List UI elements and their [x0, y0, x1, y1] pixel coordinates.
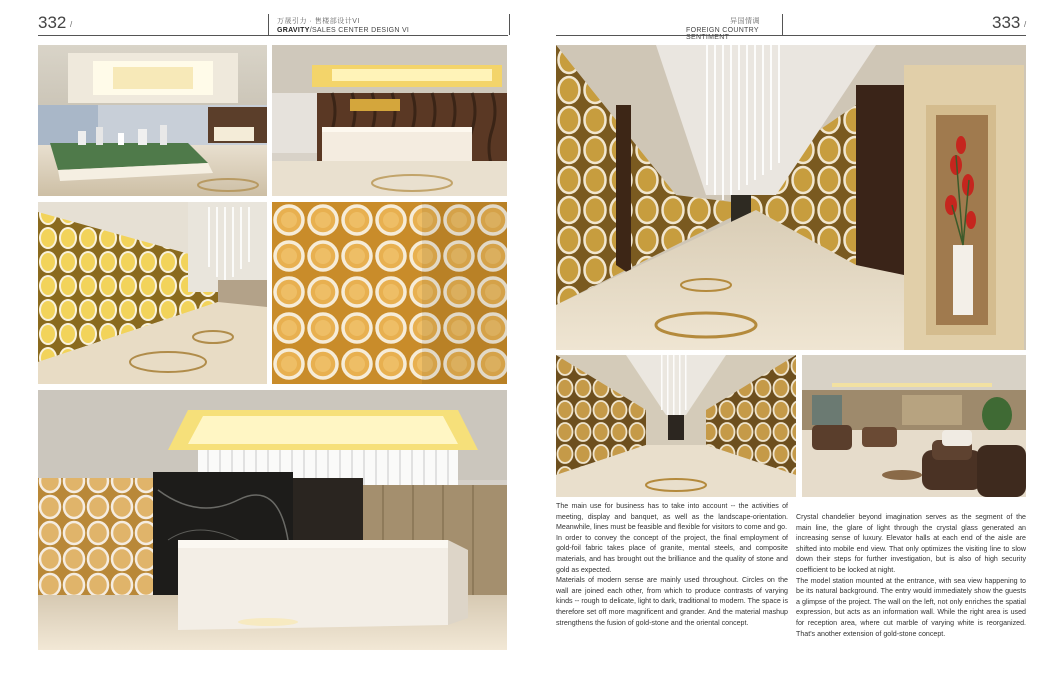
left-header-cn: 万晟引力 · 售楼部设计VI — [277, 18, 360, 25]
left-header-en-rest: /SALES CENTER DESIGN VI — [309, 27, 410, 34]
left-page-number: 332 — [38, 13, 67, 32]
left-page-slash: / — [70, 20, 73, 29]
left-header-en-bold: GRAVITY — [277, 27, 310, 34]
right-header-rule — [556, 35, 1026, 36]
right-page-slash: / — [1024, 20, 1027, 29]
left-header-box — [268, 14, 510, 35]
left-header-en — [269, 26, 509, 34]
photo-circle-wall-corridor — [38, 202, 267, 384]
left-header-rule — [38, 35, 508, 36]
text-left-para-1: The main use for business has to take into account -- the activities of meeting, display and banquet, as well as the landscape-orientation. Meanwhile, lines must be feasible and flexible for visitors to come and go. — [556, 502, 788, 532]
text-right-para-2: The model station mounted at the entrance, with sea view happening to be its natural background. The entry would immediately show the guests a glimpse of the project. The wall on the left, not only enriches the spatial expression, but acts as an information wall. While the right area is used for reception area, where cut marble of varying white is reorganized. That's another extension of gold-stone concept. — [796, 576, 1026, 638]
text-column-left — [556, 501, 788, 628]
photo-reception-counter — [38, 390, 507, 650]
photo-reception-wall — [272, 45, 507, 196]
photo-lobby-model — [38, 45, 267, 196]
text-right-para-1: Crystal chandelier beyond imagination serves as the segment of the main line, the glare of light through the crystal glass generated an increasing sense of luxury. Elevator halls at each end of the aisle are shifted into mobile end view. That only optimizes the visiting line to slow down their steps for further investigation, but is also of high security coefficient to be locked at night. — [796, 513, 1026, 574]
photo-corridor-small — [556, 355, 796, 497]
text-left-para-2: In order to convey the concept of the project, the final employment of gold-foil fabric takes place of granite, mental steels, and composite materials, and has brought out the brilliance and the quality of stone and gold as expected. — [556, 533, 788, 574]
photo-circle-wall-closeup — [272, 202, 507, 384]
right-page-number: 333 — [992, 13, 1021, 32]
text-column-right — [796, 512, 1026, 639]
photo-lounge — [802, 355, 1026, 497]
text-left-para-3: Materials of modern sense are mainly used throughout. Circles on the wall are joined each other, from which to produce contrasts of varying kinds -- rough to delicate, light to dark, traditional to modern. The space is therefore set off more magnificent and grander. And the material mashup strengthens the fusion of gold-stone and the oriental concept. — [556, 576, 788, 627]
right-header-cn: 异国情调 — [730, 18, 760, 25]
right-header-box — [686, 14, 783, 41]
right-header-en: FOREIGN COUNTRY SENTIMENT — [686, 27, 759, 41]
photo-long-corridor — [556, 45, 1026, 350]
